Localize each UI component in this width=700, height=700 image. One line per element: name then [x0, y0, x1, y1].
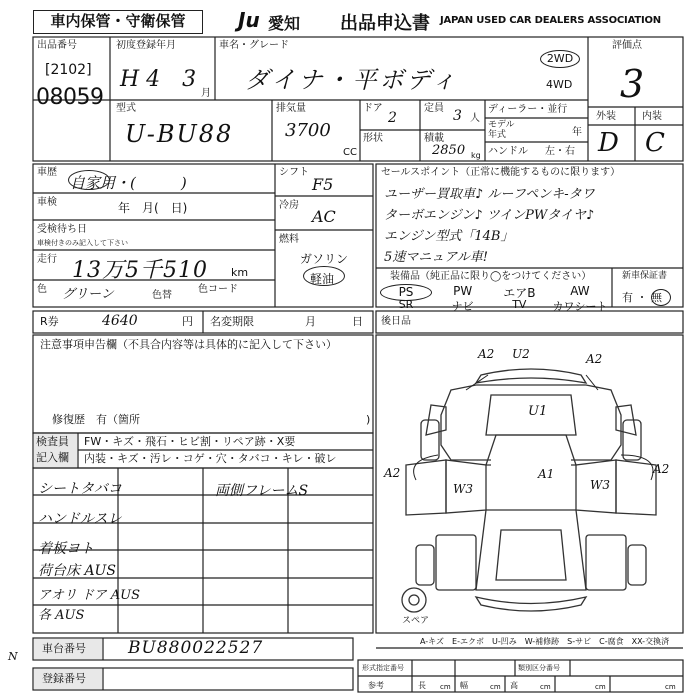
spare-label: スペア — [402, 616, 430, 626]
lot-prefix: [2102] — [45, 62, 92, 78]
sales-label: セールスポイント（正常に機能するものに限ります） — [381, 167, 621, 178]
note-bed: 荷台床 AUS — [38, 563, 116, 579]
door-value: 2 — [388, 110, 397, 126]
size-model-label: 形式指定番号 — [362, 664, 404, 672]
size-width-label: 幅 — [460, 681, 468, 690]
notes-label: 注意事項申告欄（不具合内容等は具体的に記入して下さい） — [40, 338, 337, 351]
recycle-value: 4640 — [102, 313, 138, 329]
size-extra-unit-2: cm — [665, 683, 676, 691]
capacity-unit: 人 — [470, 113, 480, 124]
drive-2wd-circled: 2WD — [540, 50, 580, 68]
first-reg-label: 初度登録年月 — [116, 40, 176, 51]
exterior-label: 外装 — [596, 111, 616, 122]
inspection-label: 車検 — [37, 197, 57, 208]
size-width-unit: cm — [490, 683, 501, 691]
damage-diagram — [376, 335, 683, 633]
drive-4wd: 4WD — [546, 78, 573, 91]
size-height-unit: cm — [540, 683, 551, 691]
note-frame: 両側フレームS — [215, 483, 309, 499]
inspection-line-2: 内装・キズ・汚レ・コゲ・穴・タバコ・キレ・破レ — [84, 452, 337, 465]
shift-value: F5 — [312, 175, 334, 194]
mileage-value: 13万5千510 — [72, 258, 208, 283]
size-height-label: 高 — [510, 681, 518, 690]
equip-aw: AW — [570, 284, 590, 298]
name-change-label: 名変期限 — [210, 315, 254, 328]
history-circle — [68, 170, 110, 190]
fuel-diesel: 軽油 — [310, 272, 335, 286]
fuel-label: 燃料 — [279, 234, 299, 245]
storage-note: 車内保管・守衛保管 — [33, 10, 203, 34]
year-unit: 年 — [572, 127, 582, 138]
received-label: 受検待ち日 — [37, 224, 87, 235]
interior-value: C — [645, 128, 665, 158]
displacement-value: 3700 — [285, 120, 331, 141]
exterior-value: D — [598, 128, 619, 158]
cc-unit: CC — [343, 147, 357, 158]
note-each: 各 AUS — [38, 608, 85, 623]
color-label: 色 — [37, 284, 47, 295]
document-title: 出品申込書 — [340, 13, 430, 34]
mileage-label: 走行 — [37, 254, 57, 265]
capacity-value: 3 — [453, 108, 462, 124]
handle-options: 左・右 — [545, 146, 575, 157]
model-value: U-BU88 — [125, 120, 234, 148]
margin-mark: N — [8, 650, 18, 663]
size-extra-unit: cm — [595, 683, 606, 691]
equip-ps: PS — [380, 284, 432, 301]
shape-label: 形状 — [363, 133, 383, 144]
fuel-circle — [303, 266, 345, 286]
equip-tv: TV — [512, 298, 527, 311]
door-label: ドア — [363, 103, 383, 114]
inspection-date: 年 月( 日) — [118, 201, 188, 215]
history-value: 自家用・( ) — [70, 174, 187, 192]
model-label: 型式 — [116, 103, 136, 114]
score-value: 3 — [620, 62, 645, 106]
mark-w3-left: W3 — [453, 482, 473, 496]
handle-label: ハンドル — [488, 146, 528, 157]
association-name: JAPAN USED CAR DEALERS ASSOCIATION — [440, 15, 661, 26]
org-name: 愛知 — [268, 14, 301, 33]
mark-a2-left: A2 — [384, 466, 401, 480]
car-name-value: ダイナ・平ボディ — [245, 66, 459, 94]
color-change-label: 色替 — [152, 290, 172, 301]
received-note: 車検付きのみ記入して下さい — [37, 239, 128, 247]
warranty-label: 新車保証書 — [622, 271, 668, 281]
rear-label: 後日品 — [381, 316, 411, 327]
note-handle: ハンドルスレ — [38, 511, 122, 527]
sales-line-3: エンジン型式「14B」 — [384, 229, 514, 244]
load-label: 積載 — [424, 133, 444, 144]
history-label: 車歴 — [37, 167, 57, 178]
mark-w3-right: W3 — [590, 478, 610, 492]
mark-a2-front-right: A2 — [586, 352, 603, 366]
color-code-label: 色コード — [198, 284, 238, 295]
warranty-circle — [651, 289, 671, 306]
name-change-day: 日 — [352, 315, 363, 328]
equip-navi: ナビ — [451, 300, 474, 313]
sales-line-1: ユーザー買取車♪ ルーフペンキ-タワ — [384, 187, 595, 202]
score-label: 評価点 — [612, 40, 642, 51]
note-seat: シートタバコ — [38, 481, 122, 497]
car-name-label: 車名・グレード — [219, 40, 289, 51]
note-gate: アオリ ドア AUS — [38, 588, 140, 603]
name-change-month: 月 — [305, 315, 316, 328]
fuel-gasoline: ガソリン — [300, 252, 349, 266]
equip-sr: SR — [398, 298, 414, 311]
model-year-label: モデル 年式 — [488, 120, 515, 140]
mark-a2-front-left: A2 — [478, 347, 495, 361]
chassis-label: 車台番号 — [42, 642, 86, 655]
dealer-label: ディーラー・並行 — [488, 104, 568, 115]
repair-history-close: ) — [366, 413, 371, 426]
shift-label: シフト — [279, 167, 309, 178]
load-value: 2850 — [432, 143, 466, 158]
ju-logo: Ju — [238, 8, 260, 32]
interior-label: 内装 — [642, 111, 662, 122]
aircon-value: AC — [312, 207, 336, 226]
entry-label: 記入欄 — [36, 451, 69, 464]
equip-leather: カワシート — [552, 300, 608, 313]
mark-u2-front: U2 — [512, 347, 530, 361]
mark-a2-right: A2 — [653, 462, 670, 476]
aircon-label: 冷房 — [279, 200, 299, 211]
registration-label: 登録番号 — [42, 672, 86, 685]
color-value: グリーン — [62, 287, 114, 302]
mark-u1-hood: U1 — [528, 404, 548, 419]
warranty-options: 有 ・ 無 — [622, 291, 662, 304]
size-ref-label: 参考 — [368, 681, 384, 690]
lot-number: 08059 — [36, 85, 104, 110]
inspector-label: 検査員 — [36, 435, 69, 448]
lot-label: 出品番号 — [37, 40, 77, 51]
damage-legend: A-キズ E-エクボ U-凹み W-補修跡 S-サビ C-腐食 XX-交換済 — [420, 637, 670, 646]
mark-a1-door: A1 — [538, 467, 555, 481]
recycle-label: R券 — [40, 315, 59, 328]
inspection-line-1: FW・キズ・飛石・ヒビ割・リペア跡・X要 — [84, 435, 296, 448]
first-reg-value: H 4 3 — [120, 67, 197, 92]
equipment-row-2 — [380, 298, 610, 314]
recycle-yen: 円 — [182, 315, 193, 328]
size-length-label: 長 — [418, 681, 426, 690]
size-length-unit: cm — [440, 683, 451, 691]
km-unit: km — [231, 266, 249, 279]
sales-line-4: 5速マニュアル車! — [384, 250, 488, 265]
first-reg-month: 月 — [201, 88, 211, 99]
size-class-label: 類別区分番号 — [518, 664, 560, 672]
equip-airbag: エアB — [503, 286, 536, 300]
note-board: 着板ヨト — [38, 541, 94, 557]
capacity-label: 定員 — [424, 103, 444, 114]
displacement-label: 排気量 — [276, 103, 306, 114]
repair-history-label: 修復歴 有（箇所 — [52, 413, 140, 426]
equipment-label: 装備品（純正品に限り◯をつけてください） — [390, 271, 592, 282]
equip-pw: PW — [453, 284, 473, 298]
chassis-value: BU880022527 — [128, 638, 264, 658]
sales-line-2: ターボエンジン♪ ツインPWタイヤ♪ — [384, 208, 595, 223]
load-unit: kg — [471, 151, 481, 160]
